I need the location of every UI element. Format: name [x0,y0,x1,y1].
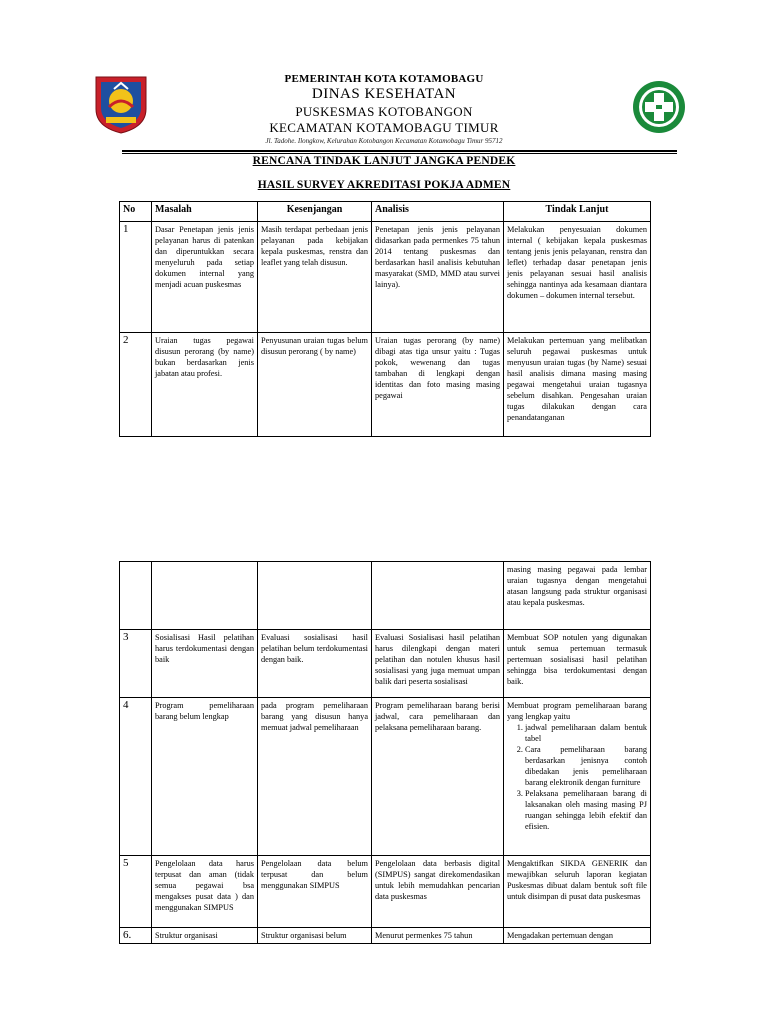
header-government: PEMERINTAH KOTA KOTAMOBAGU [284,73,484,85]
list-item: 1. jadwal pemeliharaan dalam bentuk tabel [525,722,647,744]
cell-tindak-lanjut: Mengadakan pertemuan dengan [504,928,651,944]
table-row [120,333,651,437]
column-header-masalah: Masalah [152,202,258,222]
cell-masalah: Dasar Penetapan jenis jenis pelayanan harus di patenkan dan diperuntukkan secara menyeluruh pada setiap dokumen internal yang menjadi acuan puskesmas [152,222,258,333]
cell-masalah: Struktur organisasi [152,928,258,944]
cell-tindak-lanjut: Melakukan penyesuaian dokumen internal ( kebijakan kepala puskesmas tentang jenis jenis pelayanan, renstra dan leflet) terhadap dasar penetapan jenis jenis pelayanan sesuai hasil analisis sehingga nantinya ada kesamaan diantara dokumen – dokumen internal tersebut. [504,222,651,333]
cell-kesenjangan: Masih terdapat perbedaan jenis pelayanan pada kebijakan kepala puskesmas, renstra dan leaflet yang telah disusun. [258,222,372,333]
column-header-kesenjangan: Kesenjangan [258,202,372,222]
column-header-tindak-lanjut: Tindak Lanjut [504,202,651,222]
cell-masalah: Program pemeliharaan barang belum lengkap [152,698,258,856]
cell-analisis: Evaluasi Sosialisasi hasil pelatihan harus dilengkapi dengan materi pelatihan dan notulen khusus hasil sosialisasi yang juga memuat umpan balik dari peserta sosialisasi [372,630,504,698]
letterhead-divider-thin [122,153,677,154]
cell-tindak-lanjut: Membuat SOP notulen yang digunakan untuk semua pertemuan termasuk pertemuan sosialisasi hasil pelatihan sehingga bisa terdokumentasi dengan baik. [504,630,651,698]
cell-tindak-lanjut [504,698,651,856]
table-row [120,698,651,856]
cell-analisis: Penetapan jenis jenis pelayanan didasarkan pada permenkes 75 tahun 2014 tentang puskesmas dan berdasarkan hasil analisis kebutuhan masyarakat (SMD, MMD atau survei lainya). [372,222,504,333]
table-row [120,222,651,333]
list-item: 3. Pelaksana pemeliharaan barang di laksanakan oleh masing masing PJ ruangan sehingga lebih efektif dan efisien. [525,788,647,832]
header-puskesmas: PUSKESMAS KOTOBANGON [295,104,473,119]
cell-kesenjangan: Evaluasi sosialisasi hasil pelatihan belum terdokumentasi dengan baik. [258,630,372,698]
cell-analisis: Uraian tugas perorang (by name) dibagi atas tiga unsur yaitu : Tugas pokok, wewenang dan tugas tambahan di lengkapi dengan identitas dan foto masing masing pegawai [372,333,504,437]
cell-kesenjangan: Pengelolaan data belum terpusat dan belum menggunakan SIMPUS [258,856,372,928]
table-row [120,562,651,630]
list-item: 2. Cara pemeliharaan barang berdasarkan jenisnya contoh dibedakan jenis pemeliharaan barang elektronik dengan furniture [525,744,647,788]
row-number: 4 [120,698,152,856]
cell-masalah: Uraian tugas pegawai disusun perorang (by name) bukan berdasarkan jenis jabatan atau profesi. [152,333,258,437]
cell-tindak-lanjut: Melakukan pertemuan yang melibatkan seluruh pegawai puskesmas untuk menyusun uraian tugas (by Name) sesuai hasil analisis dimana masing masing pegawai mengetahui uraian tugasnya sebelum disahkan. Pengesahan uraian tugas dilakukan dengan cara penandatanganan [504,333,651,437]
cell-kesenjangan: Penyusunan uraian tugas belum disusun perorang ( by name) [258,333,372,437]
document-subtitle: HASIL SURVEY AKREDITASI POKJA ADMEN [257,179,511,191]
column-header-analisis: Analisis [372,202,504,222]
cell-empty [120,562,152,630]
row-number: 1 [120,222,152,333]
cell-analisis: Program pemeliharaan barang berisi jadwal, cara pemeliharaan dan pelaksana pemeliharaan barang. [372,698,504,856]
cell-empty [258,562,372,630]
cell-empty [372,562,504,630]
column-header-no: No [120,202,152,222]
cell-analisis: Menurut permenkes 75 tahun [372,928,504,944]
row-number: 2 [120,333,152,437]
table-row [120,856,651,928]
maintenance-list [507,722,647,832]
tindak-intro: Membuat program pemeliharaan barang yang lengkap yaitu [507,701,647,721]
document-title: RENCANA TINDAK LANJUT JANGKA PENDEK [252,155,516,167]
header-address: Jl. Tadohe. Ilongkow, Kelurahan Kotobangon Kecamatan Kotamobagu Timur 95712 [265,137,503,145]
cell-tindak-lanjut: Mengaktifkan SIKDA GENERIK dan mewajibkan seluruh laporan kegiatan Puskesmas dibuat dalam bentuk soft file untuk disimpan di pusat data puskesmas [504,856,651,928]
action-plan-table-continued [119,561,651,944]
header-district: KECAMATAN KOTAMOBAGU TIMUR [269,120,499,135]
cell-masalah: Pengelolaan data harus terpusat dan aman (tidak semua pegawai bsa mengakses pusat data ) dan menggunakan SIMPUS [152,856,258,928]
letterhead-divider [122,150,677,152]
table-row [120,928,651,944]
action-plan-table [119,201,651,437]
cell-empty [152,562,258,630]
cell-analisis: Pengelolaan data berbasis digital (SIMPUS) sangat direkomendasikan untuk lebih memudahkan pencarian data puskesmas [372,856,504,928]
table-row [120,630,651,698]
table-header-row [120,202,651,222]
cell-kesenjangan: pada program pemeliharaan barang yang disusun hanya memuat jadwal pemeliharaan [258,698,372,856]
row-number: 6. [120,928,152,944]
row-number: 3 [120,630,152,698]
cell-tindak-lanjut: masing masing pegawai pada lembar uraian tugasnya dengan mengetahui atasan langsung pada struktur organisasi atau kepala puskesmas. [504,562,651,630]
header-department: DINAS KESEHATAN [311,86,457,102]
cell-masalah: Sosialisasi Hasil pelatihan harus terdokumentasi dengan baik [152,630,258,698]
row-number: 5 [120,856,152,928]
cell-kesenjangan: Struktur organisasi belum [258,928,372,944]
